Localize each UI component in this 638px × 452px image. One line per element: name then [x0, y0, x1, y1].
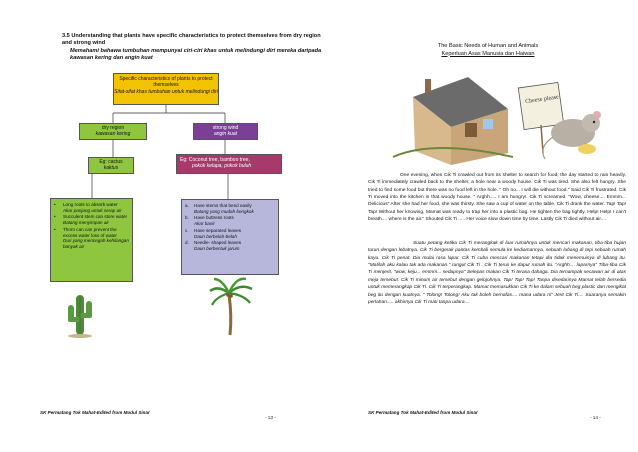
strong-wind-features-list [181, 199, 279, 275]
list-item: a. Have stems that bend easily Batang yang mudah bengkok [185, 203, 254, 214]
cheese-sign-text: Cheese please [524, 94, 560, 106]
section-title-en: Understanding that plants have specific characteristics to protect themselves from dry region and strong wind [62, 33, 321, 47]
coconut-example-en: Eg: Coconut tree, bamboo tree, [180, 157, 250, 163]
coconut-example-ms: pokok kelapa, pokok buluh [192, 163, 252, 170]
dry-region-en: dry region [101, 125, 125, 131]
strong-wind-ms: angin kuat [213, 131, 238, 138]
list-item: b. Have buttress roots Akar banir [185, 215, 234, 227]
story-subtitle: Keperluan Asas Manusia dan Haiwan [441, 50, 535, 57]
left-footer: SK Permatang Tok Mahat-Edited from Modul Sinar [40, 410, 150, 415]
cactus-example-ms: kaktus [103, 165, 119, 172]
list-item: • Thorn can can prevent the excess water loss of water Duri yang mencegah kehilangan banyak air [54, 226, 129, 250]
main-box-ms: Sifat-sifat khas tumbuhan untuk melindungi diri [114, 88, 218, 95]
right-footer: SK Permatang Tok Mahat-Edited from Modul Sinar [368, 410, 478, 415]
strong-wind-en: strong wind [212, 125, 239, 131]
dry-region-box [79, 123, 147, 140]
main-concept-box [113, 73, 219, 105]
section-heading [62, 33, 330, 62]
list-item: • Long roots to absorb water Akar panjang untuk serap air [54, 202, 122, 213]
section-title-ms: Memahami bahawa tumbuhan mempunyai ciri-ciri khas untuk melindungi diri mereka daripada kawasan kering dan angin kuat [70, 47, 322, 61]
list-item: c. Have separated leaves Daun berbelah-belah [185, 227, 241, 239]
section-number: 3.5 [62, 33, 70, 39]
coconut-tree-illustration [208, 275, 254, 337]
coconut-example-box [176, 154, 282, 174]
right-page-number: - 14 - [590, 415, 601, 420]
story-title: The Basic Needs of Human and Animals [437, 43, 539, 49]
story-title-block [408, 43, 568, 58]
cactus-example-en: Eg: cactus [99, 159, 123, 165]
left-page-number: - 13 - [265, 415, 276, 420]
list-item: • Succulent stem can store water Batang menyimpan air [54, 214, 128, 226]
cactus-example-box [88, 157, 134, 174]
dry-region-features-list [50, 198, 133, 282]
strong-wind-box [193, 123, 258, 140]
main-box-en: Specific characteristics of plants to protect themselves [119, 76, 213, 89]
list-item: d. Needle- shaped leaves Daun berbentuk jarum [185, 240, 241, 252]
dry-region-ms: kawasan kering [95, 131, 131, 138]
story-paragraph-english: One evening, when Cik Ti crawled out from its shelter to search for food, the day started to rain heavily. Cik Ti immediately crawled back to the shelter, a hole near a woody house. Cik Ti was tired. She also felt hungry. She tried to find some food but there was no food left in the hole. " Oh no... I will die without food." Said Cik Ti frustrated. Cik Ti moved into the kitchen in that woody house. " Arghh..... I am hungry!. Cik Ti screamed. "Wow, cheese.... Emmm... Delicious" After she had her food, she was thirsty. She saw a cup of water on the table. Cik Ti drank the water. Tap! Tap! Tap! Without her knowing, Mamat was ready to trap her into a plastic bag. He tighten the bag tightly. Help! Help! I can't breath.... where is the air." Shouted Cik Ti ..... Her voice slow down time by time. Lastly Cik Ti died without air.... [368, 173, 626, 223]
story-paragraph-malay: Suatu petang ketika Cik Ti merangkak di luar rumahnya untuk mencari makanan, tiba-tiba hujan turun dengan lebatnya. Cik Ti bergerak pantas kembali semula ke kediamannya, sebuah lubang di tepi sebuah rumah kayu. Cik Ti penat. Dia mulai rasa lapar. Cik Ti cuba mencari makanan tetapi dia tidak menemuinya di lubang itu. "Matilah aku kalau tak ada makanan." rungut Cik Ti . Cik Ti terus ke dapur rumah itu. "Arghh.... laparnya" Tiba-tiba Cik Ti menjerit, "wow, keju... emmm... sedapnya" Selepas makan Cik Ti terasa dahaga. Dia ternampak secawan air di atas meja tersebut. Cik Ti minum air tersebut dengan gelojohnya. Tap! Tap! Tap! Tanpa disedarinya Mamat telah bersedia untuk memerangkap Cik Ti. Cik Ti terperangkap. Mamat memasukkan Cik Ti ke dalam sebuah beg plastic dan mengikat beg itu dengan kuatnya. " Tolong! Tolong! Aku tak boleh bernafas.... mana udara ni" Jerit Cik Ti.... Suaranya semakin perlahan..... akhirnya Cik Ti mati tanpa udara.... [368, 241, 626, 305]
cactus-illustration [60, 289, 100, 339]
mouse-house-illustration [373, 67, 623, 167]
